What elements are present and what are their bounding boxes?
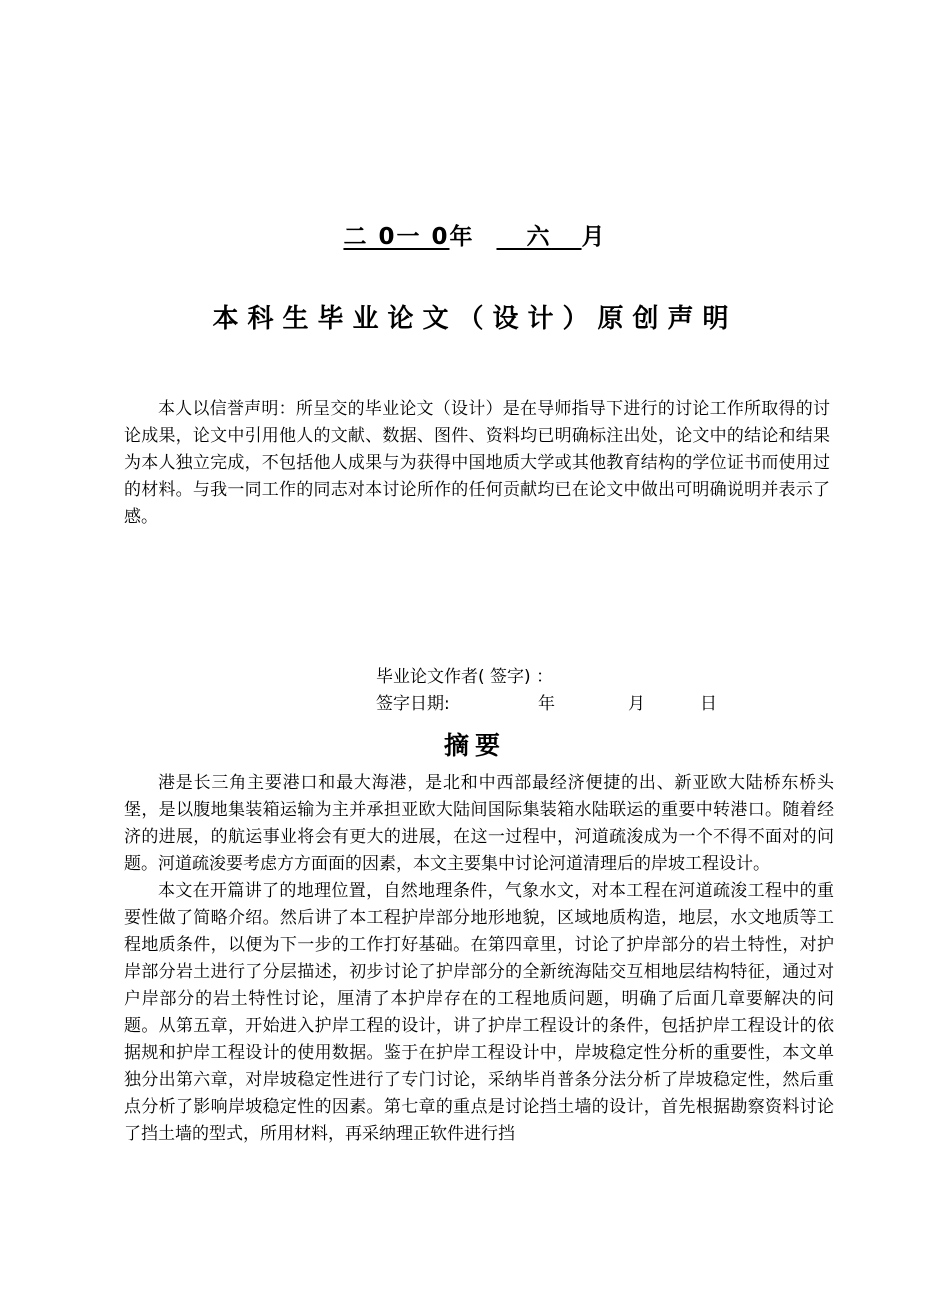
month-suffix: 月 xyxy=(581,224,607,250)
signature-month-label: 月 xyxy=(628,694,645,714)
abstract-paragraph: 港是长三角主要港口和最大海港，是北和中西部最经济便捷的出、新亚欧大陆桥东桥头堡，是以腹地集装箱运输为主并承担亚欧大陆间国际集装箱水陆联运的重要中转港口。随着经济的进展，的航运事业将会有更大的进展，在这一过程中，河道疏浚成为一个不得不面对的问题。河道疏浚要考虑方方面面的因素，本文主要集中讨论河道清理后的岸坡工程设计。 xyxy=(124,773,834,874)
signature-date-label: 签字日期: xyxy=(376,694,450,714)
month-value: 六 xyxy=(526,224,552,250)
signature-day-label: 日 xyxy=(700,694,717,714)
abstract-paragraph: 本文在开篇讲了的地理位置，自然地理条件，气象水文，对本工程在河道疏浚工程中的重要性做了简略介绍。然后讲了本工程护岸部分地形地貌，区域地质构造，地层，水文地质等工程地质条件，以便为下一步的工作打好基础。在第四章里，讨论了护岸部分的岩土特性，对护岸部分岩土进行了分层描述，初步讨论了护岸部分的全新统海陆交互相地层结构特征，通过对户岸部分的岩土特性讨论，厘清了本护岸存在的工程地质问题，明确了后面几章要解决的问题。从第五章，开始进入护岸工程的设计，讲了护岸工程设计的条件，包括护岸工程设计的依据规和护岸工程设计的使用数据。鉴于在护岸工程设计中，岸坡稳定性分析的重要性，本文单独分出第六章，对岸坡稳定性进行了专门讨论，采纳毕肖普条分法分析了岸坡稳定性，然后重点分析了影响岸坡稳定性的因素。第七章的重点是讨论挡土墙的设计，首先根据勘察资料讨论了挡土墙的型式，所用材料，再采纳理正软件进行挡 xyxy=(124,881,834,1144)
date-line xyxy=(0,218,950,251)
abstract-body xyxy=(124,770,834,1148)
year-value: 二 0一 0 xyxy=(343,224,450,250)
signature-block xyxy=(376,664,717,718)
author-signature-label: 毕业论文作者( 签字) ： xyxy=(376,667,554,687)
abstract-title: 摘要 xyxy=(443,731,506,760)
declaration-title: 本科生毕业论文（设计）原创声明 xyxy=(212,304,738,334)
year-suffix: 年 xyxy=(449,224,475,250)
declaration-body: 本人以信誉声明：所呈交的毕业论文（设计）是在导师指导下进行的讨论工作所取得的讨论成果，论文中引用他人的文献、数据、图件、资料均已明确标注出处，论文中的结论和结果为本人独立完成，不包括他人成果与为获得中国地质大学或其他教育结构的学位证书而使用过的材料。与我一同工作的同志对本讨论所作的任何贡献均已在论文中做出可明确说明并表示了感。 xyxy=(124,399,830,527)
signature-date-row xyxy=(376,691,717,718)
signature-year-label: 年 xyxy=(538,694,555,714)
